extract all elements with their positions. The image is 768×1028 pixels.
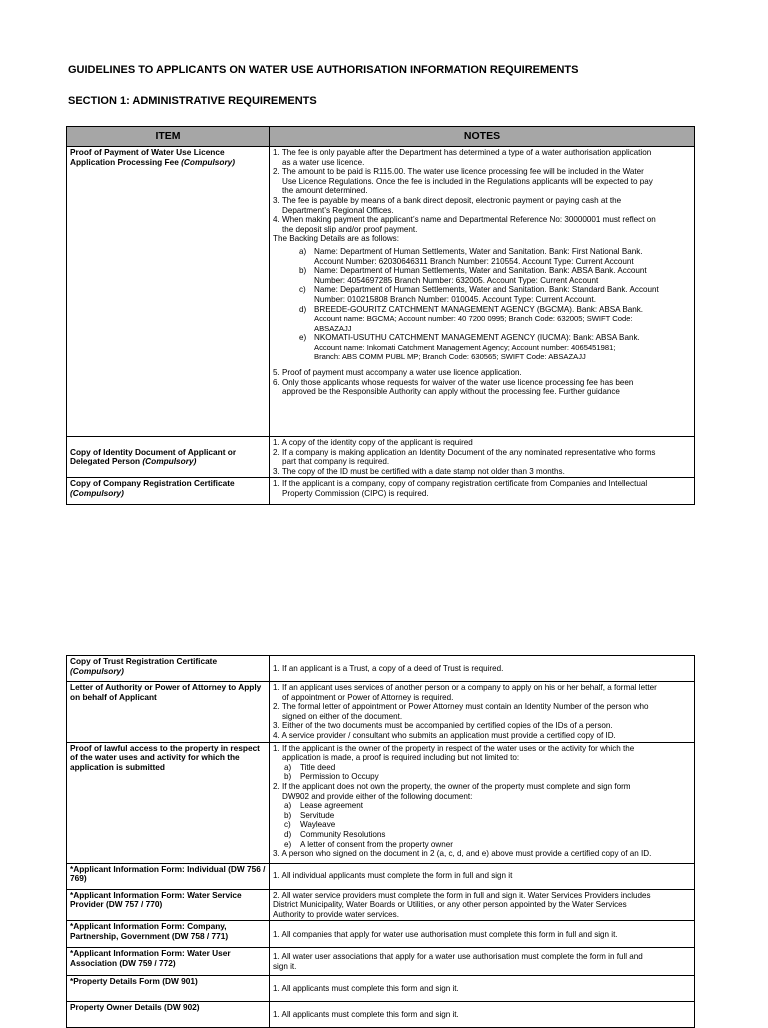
notes-cell: 1. If the applicant is the owner of the property in respect of the water uses or the activity for which the application is made, a proof is required including but not limited to: a) Title deed b) Permission to Occupy 2. If the applicant does not own the property, the owner of the property must complete and sign form DW902 and provide either of the following document: a) Lease agreement b) Servitude c) Wayleave d) Community Resolutions e) A letter of consent from the property owner 3. A person who signed on the document in 2 (a, c, d, and e) above must provide a certified copy of an ID.: [270, 742, 695, 863]
item-cell: Copy of Company Registration Certificate (Compulsory): [67, 478, 270, 505]
notes-cell: 1. If an applicant is a Trust, a copy of a deed of Trust is required.: [270, 656, 695, 682]
table-row: [67, 656, 695, 682]
notes-cell: 1. A copy of the identity copy of the applicant is required 2. If a company is making application an Identity Document of the any nominated representative who forms part that company is required. 3. The copy of the ID must be certified with a date stamp not older than 3 months.: [270, 437, 695, 478]
table-row: [67, 478, 695, 505]
notes-cell: 1. All individual applicants must complete the form in full and sign it: [270, 863, 695, 889]
notes-cell: 1. The fee is only payable after the Department has determined a type of a water authorisation application as a water use licence. 2. The amount to be paid is R115.00. The water use licence processing fee will be included in the Water Use Licence Regulations. Once the fee is included in the Regulations applicants will be expected to pay the amount determined. 3. The fee is payable by means of a bank direct deposit, electronic payment or paying cash at the Department’s Regional Offices. 4. When making payment the applicant’s name and Departmental Reference No: 30000001 must reflect on the deposit slip and/or proof payment. The Backing Details are as follows: a) Name: Department of Human Settlements, Water and Sanitation. Bank: First National Bank. Account Number: 62030646311 Branch Number: 210554. Account Type: Current Account b) Name: Department of Human Settlements, Water and Sanitation. Bank: ABSA Bank. Account Number: 4054697285 Branch Number: 632005. Account Type: Current Account c) Name: Department of Human Settlements, Water and Sanitation. Bank: Standard Bank. Account Number: 010215808 Branch Number: 010045. Account Type: Current Account. d) BREEDE-GOURITZ CATCHMENT MANAGEMENT AGENCY (BGCMA). Bank: ABSA Bank. Account name: BGCMA; Account number: 40 7200 0995; Branch Code: 632005; SWIFT Code: ABSAZAJJ e) NKOMATI-USUTHU CATCHMENT MANAGEMENT AGENCY (IUCMA): Bank: ABSA Bank. Account name: Inkomati Catchment Management Agency; Account number: 4065451981; Branch: ABS COMM PUBL MP; Branch Code: 630565; SWIFT Code: ABSAZAJJ 5. Proof of payment must accompany a water use licence application. 6. Only those applicants whose requests for waiver of the water use licence processing fee has been approved be the Responsible Authority can apply without the processing fee. Further guidance: [270, 147, 695, 437]
table-row: [67, 863, 695, 889]
table-row: [67, 742, 695, 863]
column-header-item: ITEM: [67, 127, 270, 147]
item-cell: Proof of Payment of Water Use Licence Application Processing Fee (Compulsory): [67, 147, 270, 437]
section-heading: SECTION 1: ADMINISTRATIVE REQUIREMENTS: [68, 95, 317, 107]
item-cell: *Applicant Information Form: Company, Partnership, Government (DW 758 / 771): [67, 921, 270, 948]
notes-cell: 1. All water user associations that apply for a water use authorisation must complete the form in full and sign it.: [270, 948, 695, 976]
bank-details-list: a) Name: Department of Human Settlements, Water and Sanitation. Bank: First National Bank. Account Number: 62030646311 Branch Number: 210554. Account Type: Current Account b) Name: Department of Human Settlements, Water and Sanitation. Bank: ABSA Bank. Account Number: 4054697285 Branch Number: 632005. Account Type: Current Account c) Name: Department of Human Settlements, Water and Sanitation. Bank: Standard Bank. Account Number: 010215808 Branch Number: 010045. Account Type: Current Account. d) BREEDE-GOURITZ CATCHMENT MANAGEMENT AGENCY (BGCMA). Bank: ABSA Bank. Account name: BGCMA; Account number: 40 7200 0995; Branch Code: 632005; SWIFT Code: ABSAZAJJ e) NKOMATI-USUTHU CATCHMENT MANAGEMENT AGENCY (IUCMA): Bank: ABSA Bank. Account name: Inkomati Catchment Management Agency; Account number: 4065451981; Branch: ABS COMM PUBL MP; Branch Code: 630565; SWIFT Code: ABSAZAJJ: [299, 246, 659, 362]
notes-cell: 1. All applicants must complete this form and sign it.: [270, 1002, 695, 1028]
requirements-table-1: [66, 126, 695, 505]
table-row: [67, 437, 695, 478]
item-cell: *Property Details Form (DW 901): [67, 976, 270, 1002]
table-row: [67, 921, 695, 948]
table-row: [67, 682, 695, 743]
owner-documents-list: a) Lease agreement b) Servitude c) Wayleave d) Community Resolutions e) A letter of consent from the property owner: [284, 801, 453, 849]
document-title: GUIDELINES TO APPLICANTS ON WATER USE AUTHORISATION INFORMATION REQUIREMENTS: [68, 64, 579, 76]
item-cell: Letter of Authority or Power of Attorney to Apply on behalf of Applicant: [67, 682, 270, 743]
table-row: [67, 948, 695, 976]
notes-cell: 2. All water service providers must complete the form in full and sign it. Water Services Providers includes District Municipality, Water Boards or Utilities, or any other person appointed by the Water Services Authority to provide water services.: [270, 889, 695, 921]
item-cell: Copy of Trust Registration Certificate (Compulsory): [67, 656, 270, 682]
ownership-proof-list: a) Title deed b) Permission to Occupy: [284, 762, 379, 782]
item-cell: *Applicant Information Form: Water User Association (DW 759 / 772): [67, 948, 270, 976]
table-row: [67, 147, 695, 437]
notes-cell: 1. If the applicant is a company, copy of company registration certificate from Companies and Intellectual Property Commission (CIPC) is required.: [270, 478, 695, 505]
requirements-table-2: [66, 655, 695, 1028]
item-cell: Copy of Identity Document of Applicant or Delegated Person (Compulsory): [67, 437, 270, 478]
item-cell: *Applicant Information Form: Water Service Provider (DW 757 / 770): [67, 889, 270, 921]
item-cell: *Applicant Information Form: Individual (DW 756 / 769): [67, 863, 270, 889]
table-row: [67, 976, 695, 1002]
item-cell: Proof of lawful access to the property in respect of the water uses and activity for which the application is submitted: [67, 742, 270, 863]
notes-cell: 1. All companies that apply for water use authorisation must complete this form in full and sign it.: [270, 921, 695, 948]
notes-cell: 1. If an applicant uses services of another person or a company to apply on his or her behalf, a formal letter of appointment or Power of Attorney is required. 2. The formal letter of appointment or Power Attorney must contain an Identity Number of the person who signed on either of the document. 3. Either of the two documents must be accompanied by certified copies of the IDs of a person. 4. A service provider / consultant who submits an application must provide a certified copy of ID.: [270, 682, 695, 743]
table-row: [67, 889, 695, 921]
item-cell: Property Owner Details (DW 902): [67, 1002, 270, 1028]
column-header-notes: NOTES: [270, 127, 695, 147]
notes-cell: 1. All applicants must complete this form and sign it.: [270, 976, 695, 1002]
table-header-row: [67, 127, 695, 147]
